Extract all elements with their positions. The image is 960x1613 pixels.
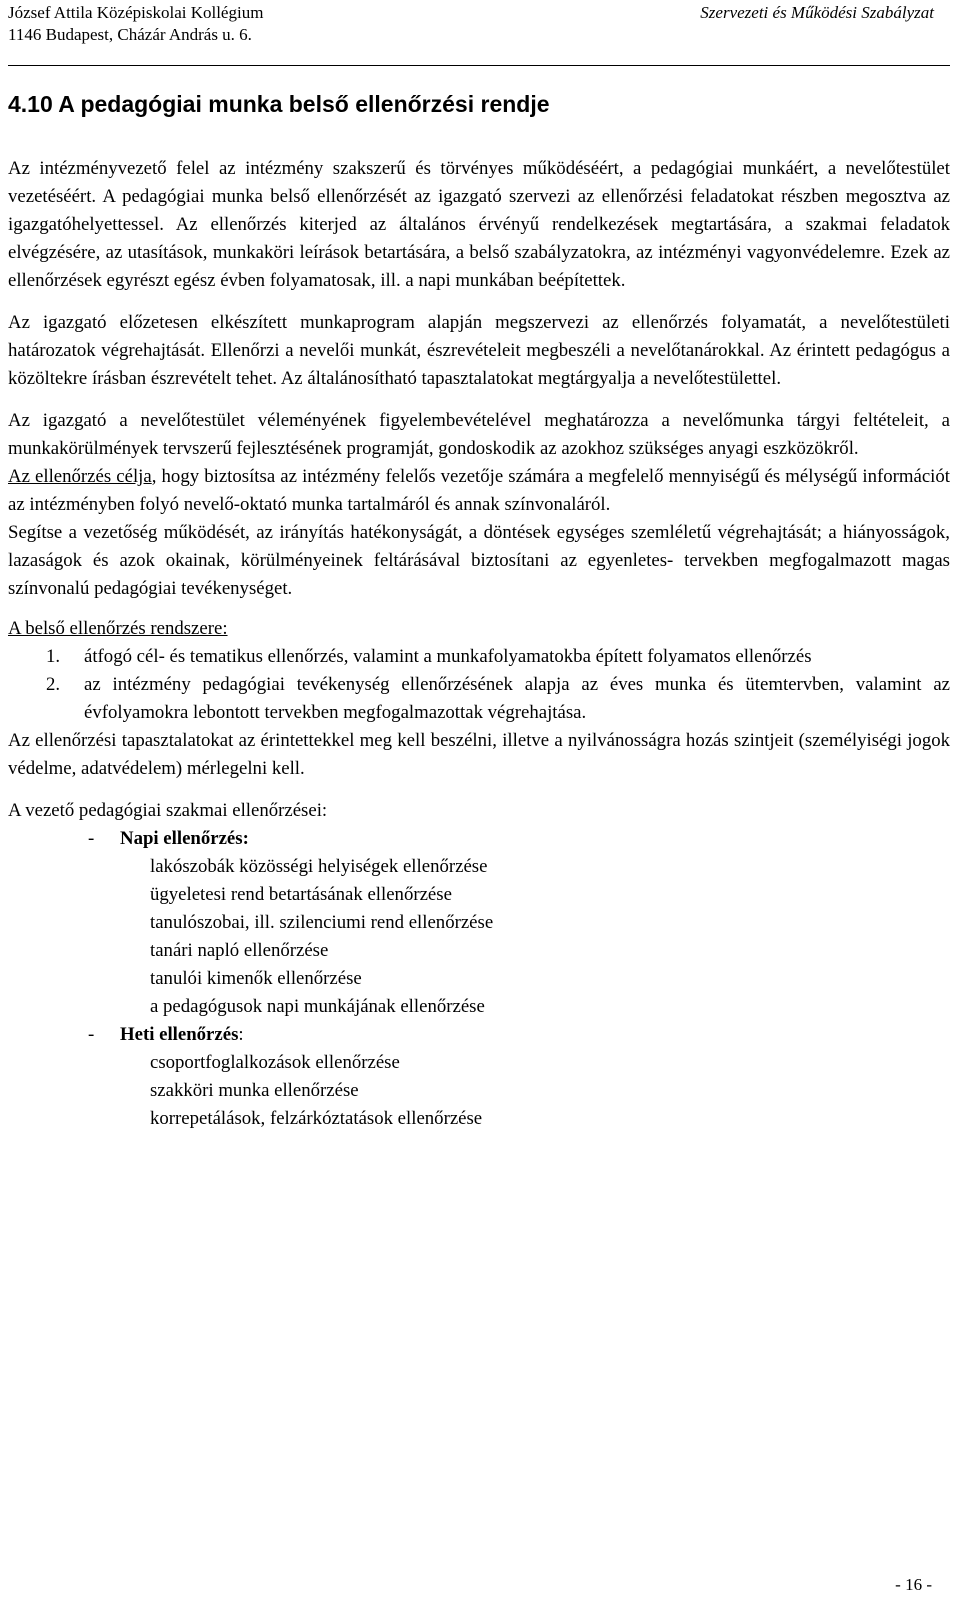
system-heading: A belső ellenőrzés rendszere: xyxy=(8,618,228,639)
list-item: tanulószobai, ill. szilenciumi rend ellenőrzése xyxy=(150,912,494,933)
system-list xyxy=(8,643,950,727)
paragraph-intro: Az intézményvezető felel az intézmény szakszerű és törvényes működéséért, a pedagógiai munkáért, a nevelőtestület vezetéséért. A pedagógiai munka belső ellenőrzését az igazgató szervezi az ellenőrzési feladatokat részben megosztva az igazgatóhelyettessel. Az ellenőrzés kiterjed az általános érvényű rendelkezések megtartására, a szakmai feladatok elvégzésére, az utasítások, munkaköri leírások betartására, a belső szabályzatokra, az intézményi vagyonvédelemre. Ezek az ellenőrzések egyrészt egész évben folyamatosak, ill. a napi munkában beépítettek. xyxy=(8,158,950,291)
document-body xyxy=(8,90,950,1133)
paragraph-conditions: Az igazgató a nevelőtestület véleményének figyelembevételével meghatározza a nevelőmunka tárgyi feltételeit, a munkakörülmények tervszerű fejlesztésének programját, gondoskodik az azokhoz szükséges anyagi eszközökről. xyxy=(8,410,950,459)
list-item: tanulói kimenők ellenőrzése xyxy=(150,968,362,989)
org-name: József Attila Középiskolai Kollégium xyxy=(8,3,264,22)
list-item: csoportfoglalkozások ellenőrzése xyxy=(150,1052,400,1073)
section-title: 4.10 A pedagógiai munka belső ellenőrzési rendje xyxy=(8,91,550,117)
header-divider xyxy=(8,65,950,66)
paragraph-director-program: Az igazgató előzetesen elkészített munkaprogram alapján megszervezi az ellenőrzés folyamatát, a nevelőtestületi határozatok végrehajtását. Ellenőrzi a nevelői munkát, észrevételeit megbeszéli a nevelőtanárokkal. Az érintett pedagógus a közöltekre írásban észrevételt tehet. Az általánosítható tapasztalatokat megtárgyalja a nevelőtestülettel. xyxy=(8,312,950,389)
list-item: korrepetálások, felzárkóztatások ellenőrzése xyxy=(150,1108,483,1129)
doc-title: Szervezeti és Működési Szabályzat xyxy=(700,3,934,22)
daily-checks-heading: - Napi ellenőrzés: xyxy=(88,828,249,849)
list-item: tanári napló ellenőrzése xyxy=(150,940,329,961)
page-header xyxy=(8,2,934,46)
weekly-checks-heading: - Heti ellenőrzés: xyxy=(88,1024,244,1045)
list-item: 1. átfogó cél- és tematikus ellenőrzés, valamint a munkafolyamatokba épített folyamatos ellenőrzés xyxy=(46,646,812,667)
list-item: a pedagógusok napi munkájának ellenőrzése xyxy=(150,996,485,1017)
list-item: 2. az intézmény pedagógiai tevékenység ellenőrzésének alapja az éves munka és ütemtervben, valamint az évfolyamokra lebontott tervekben megfogalmazottak végrehajtása. xyxy=(46,674,950,723)
list-item: lakószobák közösségi helyiségek ellenőrzése xyxy=(150,856,488,877)
checks-heading: A vezető pedagógiai szakmai ellenőrzései: xyxy=(8,800,328,821)
paragraph-support: Segítse a vezetőség működését, az irányítás hatékonyságát, a döntések egységes szemléletű végrehajtását; a hiányosságok, lazaságok és azok okainak, körülményeinek feltárásával biztosítani az egyenletes- tervekben megfogalmazott magas színvonalú pedagógiai tevékenységet. xyxy=(8,522,950,599)
paragraph-purpose xyxy=(8,463,950,519)
org-address: 1146 Budapest, Cházár András u. 6. xyxy=(8,25,252,44)
list-item: ügyeletesi rend betartásának ellenőrzése xyxy=(150,884,452,905)
purpose-label: Az ellenőrzés célja xyxy=(8,466,152,487)
purpose-text: , hogy biztosítsa az intézmény felelős vezetője számára a megfelelő mennyiségű és mélységű információt az intézményben folyó nevelő-oktató munka tartalmáról és annak színvonaláról. xyxy=(8,466,950,515)
list-item: szakköri munka ellenőrzése xyxy=(150,1080,359,1101)
paragraph-publicity: Az ellenőrzési tapasztalatokat az érintettekkel meg kell beszélni, illetve a nyilvánosságra hozás szintjeit (személyiségi jogok védelme, adatvédelem) mérlegelni kell. xyxy=(8,730,950,779)
page-number: - 16 - xyxy=(895,1575,932,1594)
